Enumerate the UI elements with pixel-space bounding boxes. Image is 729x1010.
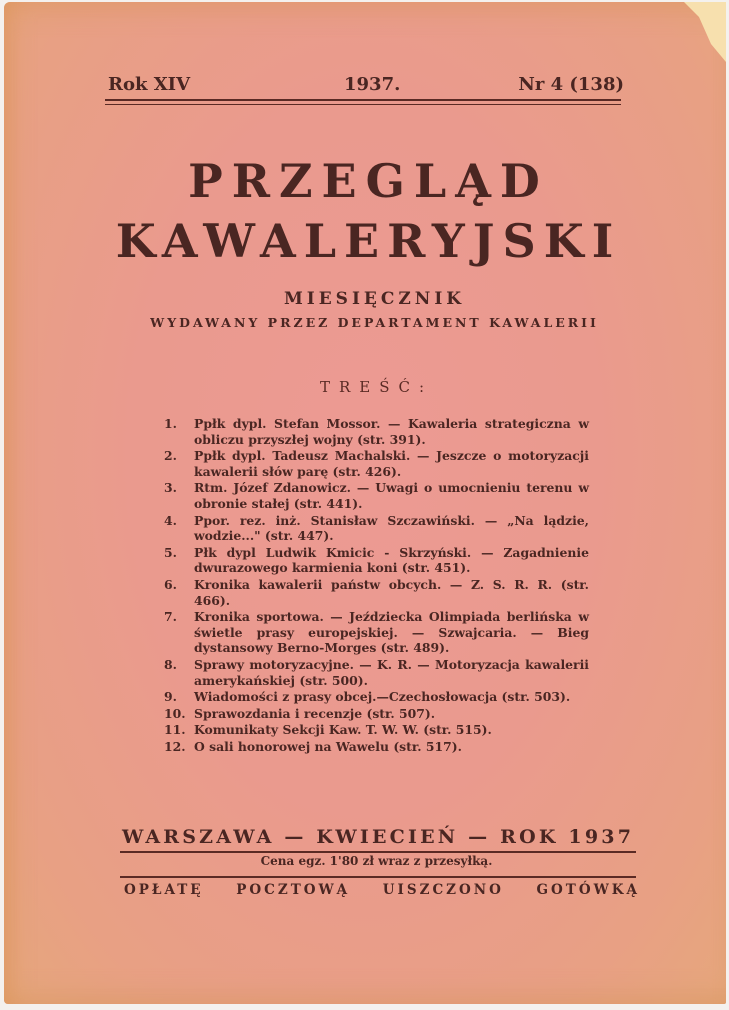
- postal-word: POCZTOWĄ: [236, 882, 351, 898]
- place-and-date: WARSZAWA — KWIECIEŃ — ROK 1937: [122, 826, 635, 848]
- postal-word: OPŁATĘ: [124, 882, 204, 898]
- title-line-1: PRZEGLĄD: [188, 154, 549, 208]
- postal-word: UISZCZONO: [382, 882, 504, 898]
- header-rule-top: [105, 99, 621, 101]
- toc-item: [164, 545, 589, 576]
- toc-item: [164, 577, 589, 608]
- issue-header: [108, 74, 624, 100]
- toc-item-number: 1.: [164, 416, 177, 431]
- publisher-line: WYDAWANY PRZEZ DEPARTAMENT KAWALERII: [150, 315, 599, 330]
- toc-item-number: 8.: [164, 656, 177, 672]
- issue-number: Nr 4 (138): [518, 74, 624, 95]
- price-line: Cena egz. 1'80 zł wraz z przesyłką.: [260, 854, 493, 868]
- toc-item: [164, 706, 589, 722]
- toc-item: [164, 689, 589, 705]
- toc-item-number: 3.: [164, 480, 177, 496]
- toc-item: [164, 416, 589, 447]
- toc-item-number: 10.: [164, 705, 186, 721]
- toc-item-text: O sali honorowej na Wawelu (str. 517).: [194, 738, 462, 754]
- footer-rule-1: [120, 851, 636, 853]
- toc-item-text: Kronika sportowa. — Jeździecka Olimpiada berlińska w świetle prasy europejskiej. — Szwajcaria. — Bieg dystansowy Berno-Morges (str. 489).: [194, 609, 589, 656]
- toc-item: [164, 448, 589, 479]
- toc-item: [164, 657, 589, 688]
- toc-item-number: 5.: [164, 544, 177, 560]
- header-rule-bottom: [105, 104, 621, 105]
- toc-item-number: 4.: [164, 512, 177, 528]
- toc-item-text: Wiadomości z prasy obcej.—Czechosłowacja (str. 503).: [194, 689, 571, 705]
- toc-item-number: 11.: [164, 722, 186, 738]
- footer-rule-2: [120, 876, 636, 878]
- postal-notice: [124, 882, 640, 898]
- toc-item-text: Komunikaty Sekcji Kaw. T. W. W. (str. 515).: [194, 722, 492, 738]
- toc-item-text: Sprawy motoryzacyjne. — K. R. — Motoryzacja kawalerii amerykańskiej (str. 500).: [194, 656, 589, 688]
- toc-item-text: Ppłk dypl. Tadeusz Machalski. — Jeszcze o motoryzacji kawalerii słów parę (str. 426).: [194, 448, 589, 479]
- toc-item: [164, 739, 589, 755]
- toc-item-number: 9.: [164, 689, 177, 705]
- title-line-2: KAWALERYJSKI: [115, 214, 622, 268]
- toc-item-text: Kronika kawalerii państw obcych. — Z. S. R. R. (str. 466).: [194, 576, 589, 608]
- toc-item-text: Płk dypl Ludwik Kmicic - Skrzyński. — Zagadnienie dwurazowego karmienia koni (str. 451).: [194, 544, 589, 576]
- toc-item-number: 2.: [164, 448, 177, 464]
- table-of-contents: [164, 416, 589, 755]
- toc-item: [164, 609, 589, 656]
- toc-item-text: Ppłk dypl. Stefan Mossor. — Kawaleria strategiczna w obliczu przyszłej wojny (str. 391).: [194, 416, 589, 447]
- toc-item: [164, 480, 589, 511]
- year-label: 1937.: [344, 74, 401, 95]
- toc-item: [164, 513, 589, 544]
- volume-label: Rok XIV: [108, 74, 191, 95]
- toc-item-number: 12.: [164, 738, 186, 754]
- torn-corner: [666, 2, 726, 62]
- toc-item-text: Sprawozdania i recenzje (str. 507).: [194, 705, 436, 721]
- subtitle: MIESIĘCZNIK: [283, 289, 466, 309]
- toc-item-number: 7.: [164, 609, 177, 625]
- toc-item-number: 6.: [164, 576, 177, 592]
- toc-heading: TREŚĆ:: [319, 378, 434, 396]
- toc-item-text: Ppor. rez. inż. Stanisław Szczawiński. — „Na lądzie, wodzie..." (str. 447).: [194, 512, 589, 544]
- toc-item-text: Rtm. Józef Zdanowicz. — Uwagi o umocnieniu terenu w obronie stałej (str. 441).: [194, 480, 589, 511]
- magazine-cover: [4, 2, 726, 1004]
- toc-item: [164, 722, 589, 738]
- postal-word: GOTÓWKĄ: [536, 882, 640, 898]
